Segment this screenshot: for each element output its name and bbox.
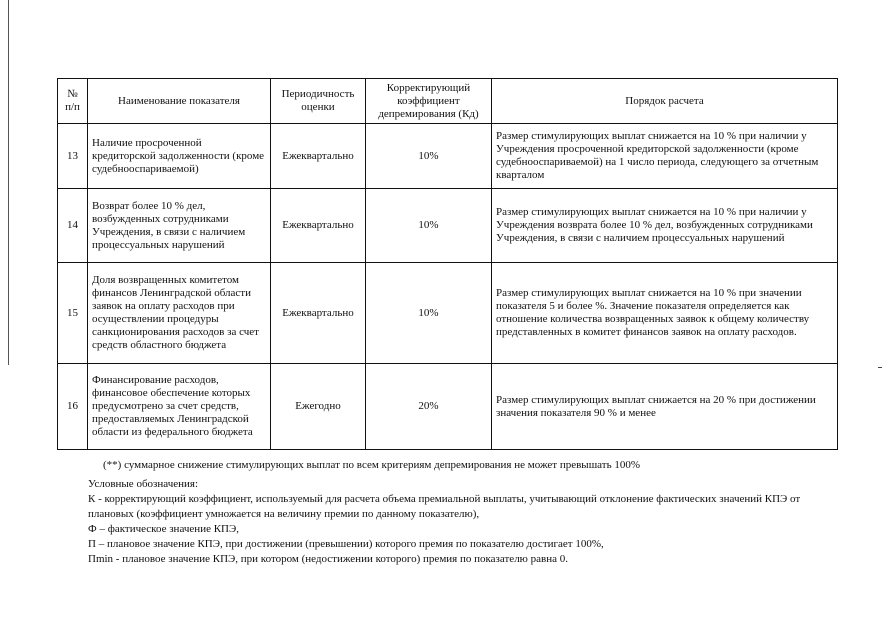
table-row [58, 364, 838, 450]
row-num: 13 [58, 124, 88, 189]
row-coefficient: 10% [366, 263, 492, 364]
row-calc: Размер стимулирующих выплат снижается на 10 % при наличии у Учреждения просроченной кредиторской задолженности (кроме судебнооспариваемой) на 1 число периода, следующего за отчетным кварталом [492, 124, 838, 189]
legend-pmin: Пmin - плановое значение КПЭ, при котором (недостижении которого) премия по показателю равна 0. [88, 553, 568, 565]
row-name: Наличие просроченной кредиторской задолженности (кроме судебнооспариваемой) [88, 124, 271, 189]
table-row [58, 263, 838, 364]
right-margin-mark [878, 367, 882, 368]
header-periodicity: Периодичность оценки [271, 79, 366, 124]
row-name: Финансирование расходов, финансовое обеспечение которых предусмотрено за счет средств, предоставляемых Ленинградской области из федерального бюджета [88, 364, 271, 450]
row-calc: Размер стимулирующих выплат снижается на 20 % при достижении значения показателя 90 % и менее [492, 364, 838, 450]
row-periodicity: Ежегодно [271, 364, 366, 450]
left-margin-rule [8, 0, 9, 365]
header-coefficient: Корректирующий коэффициент депремирования (Кд) [366, 79, 492, 124]
legend-title: Условные обозначения: [88, 478, 199, 490]
row-calc: Размер стимулирующих выплат снижается на 10 % при значении показателя 5 и более %. Значение показателя определяется как отношение количества возвращенных заявок к общему количеству представленных в комитет финансов заявок на оплату расходов. [492, 263, 838, 364]
row-periodicity: Ежеквартально [271, 189, 366, 263]
row-num: 15 [58, 263, 88, 364]
row-num: 16 [58, 364, 88, 450]
row-coefficient: 10% [366, 124, 492, 189]
header-calc: Порядок расчета [492, 79, 838, 124]
indicators-table [57, 78, 838, 450]
header-num: № п/п [58, 79, 88, 124]
footnote: (**) суммарное снижение стимулирующих выплат по всем критериям депремирования не может превышать 100% [103, 459, 640, 471]
row-periodicity: Ежеквартально [271, 263, 366, 364]
table-header-row [58, 79, 838, 124]
legend-k: К - корректирующий коэффициент, используемый для расчета объема премиальной выплаты, учитывающий отклонение фактических значений КПЭ от плановых (коэффициент умножается на величину премии по данному показателю), [88, 493, 801, 520]
row-num: 14 [58, 189, 88, 263]
header-name: Наименование показателя [88, 79, 271, 124]
row-coefficient: 20% [366, 364, 492, 450]
row-calc: Размер стимулирующих выплат снижается на 10 % при наличии у Учреждения возврата более 10 % дел, возбужденных сотрудниками Учреждения, в связи с наличием процессуальных нарушений [492, 189, 838, 263]
row-name: Доля возвращенных комитетом финансов Ленинградской области заявок на оплату расходов при осуществлении процедуры санкционирования расходов за счет средств областного бюджета [88, 263, 271, 364]
legend [88, 477, 828, 567]
legend-p: П – плановое значение КПЭ, при достижении (превышении) которого премия по показателю достигает 100%, [88, 538, 604, 550]
row-coefficient: 10% [366, 189, 492, 263]
table-row [58, 189, 838, 263]
table-row [58, 124, 838, 189]
row-name: Возврат более 10 % дел, возбужденных сотрудниками Учреждения, в связи с наличием процессуальных нарушений [88, 189, 271, 263]
row-periodicity: Ежеквартально [271, 124, 366, 189]
legend-f: Ф – фактическое значение КПЭ, [88, 523, 240, 535]
